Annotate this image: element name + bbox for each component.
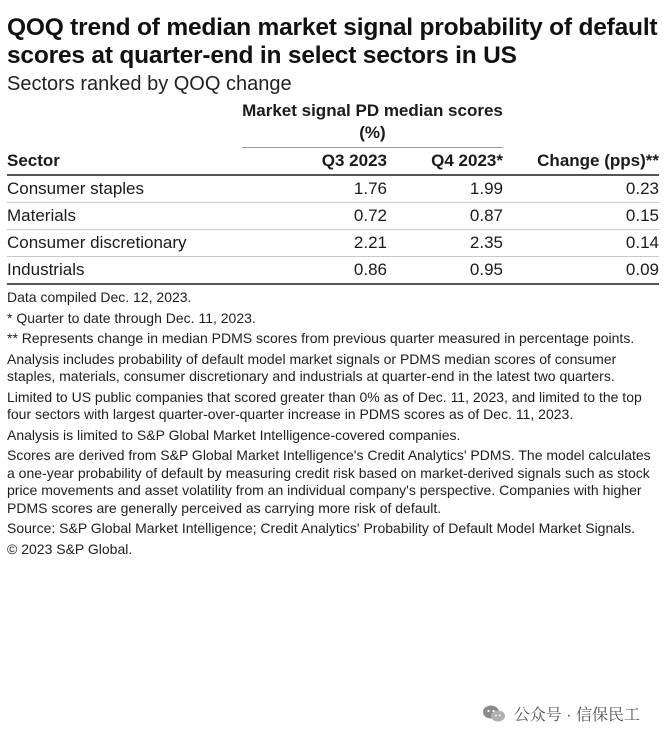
footnote: Source: S&P Global Market Intelligence; Credit Analytics' Probability of Default Model Market Signals. <box>7 520 636 536</box>
chart-subtitle: Sectors ranked by QOQ change <box>7 73 292 95</box>
footnote: Analysis is limited to S&P Global Market Intelligence-covered companies. <box>7 426 461 443</box>
footnote: * Quarter to date through Dec. 11, 2023. <box>7 309 256 326</box>
footnotes <box>7 289 659 558</box>
chart-title: QOQ trend of median market signal probability of default scores at quarter-end in select sectors in US <box>7 14 658 69</box>
cell-change: 0.09 <box>625 260 659 279</box>
cell-q3: 1.76 <box>353 179 387 198</box>
cell-sector: Consumer staples <box>7 179 145 198</box>
column-header-change: Change (pps)** <box>503 148 659 176</box>
cell-q3: 0.72 <box>353 206 387 225</box>
watermark-text: 公众号 · 信保民工 <box>513 707 640 724</box>
cell-q3: 0.86 <box>353 260 387 279</box>
cell-sector: Industrials <box>7 260 85 279</box>
cell-sector: Consumer discretionary <box>7 233 187 252</box>
data-table <box>7 100 659 285</box>
cell-q4: 2.35 <box>469 233 503 252</box>
chart-container <box>7 14 659 561</box>
cell-q4: 0.95 <box>469 260 503 279</box>
footnote: Analysis includes probability of default model market signals or PDMS median scores of consumer staples, materials, consumer discretionary and industrials at quarter-end in the latest two quarters. <box>7 350 617 384</box>
group-header-row <box>7 100 659 148</box>
footnote: Data compiled Dec. 12, 2023. <box>7 289 192 305</box>
column-header-row <box>7 148 659 176</box>
cell-q3: 2.21 <box>353 233 387 252</box>
watermark <box>482 702 640 725</box>
cell-change: 0.15 <box>625 206 659 225</box>
cell-change: 0.23 <box>625 179 659 198</box>
footnote: Scores are derived from S&P Global Market Intelligence's Credit Analytics' PDMS. The model calculates a one-year probability of default by measuring credit risk based on market-derived signals such as stock price movements and asset volatility from an individual company's perspective. Companies with higher PDMS scores are generally perceived as carrying more risk of default. <box>7 447 651 516</box>
footnote: Limited to US public companies that scored greater than 0% as of Dec. 11, 2023, and limited to the top four sectors with largest quarter-over-quarter increase in PDMS scores as of Dec. 11, 2023. <box>7 388 642 422</box>
copyright: © 2023 S&P Global. <box>7 540 133 557</box>
column-header-sector: Sector <box>7 148 242 176</box>
footnote: ** Represents change in median PDMS scores from previous quarter measured in percentage points. <box>7 330 635 346</box>
column-header-q3: Q3 2023 <box>242 148 387 176</box>
table-row <box>7 175 659 203</box>
cell-change: 0.14 <box>625 233 659 252</box>
wechat-icon <box>482 704 506 724</box>
group-header: Market signal PD median scores (%) <box>242 100 503 148</box>
cell-sector: Materials <box>7 206 76 225</box>
cell-q4: 1.99 <box>469 179 503 198</box>
table-row <box>7 203 659 230</box>
cell-q4: 0.87 <box>469 206 503 225</box>
table-row <box>7 230 659 257</box>
table-row <box>7 257 659 285</box>
column-header-q4: Q4 2023* <box>387 148 503 176</box>
